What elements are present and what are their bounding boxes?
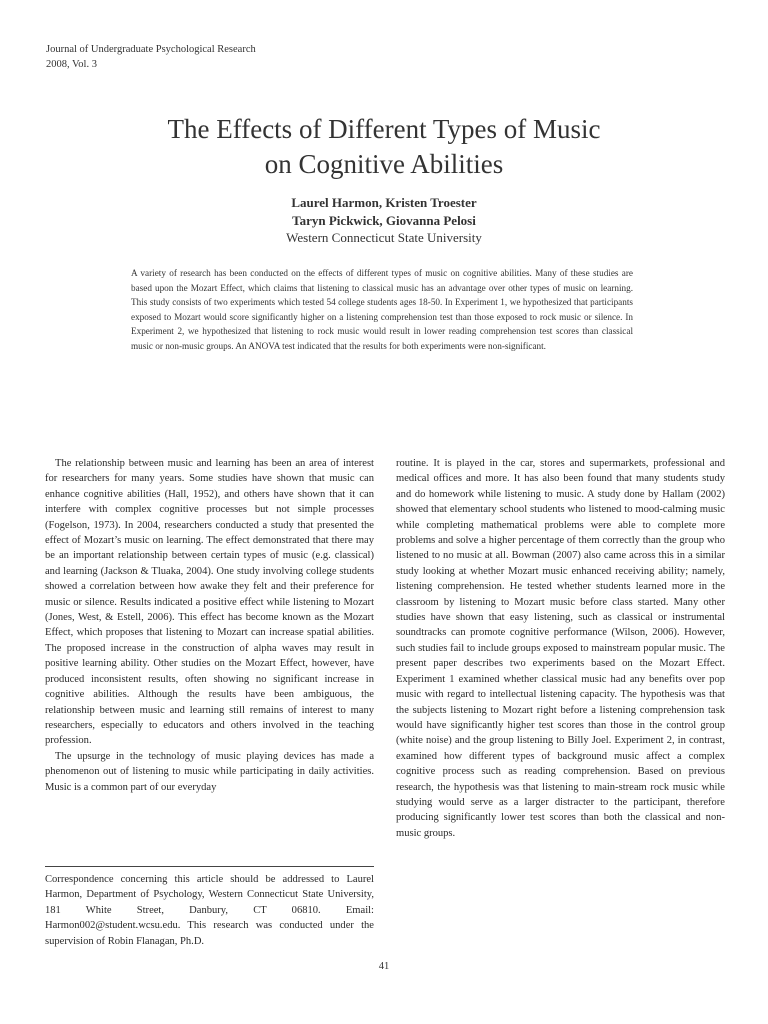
author-list xyxy=(0,194,768,230)
body-column-right xyxy=(396,456,725,841)
title-line-1: The Effects of Different Types of Music xyxy=(167,114,601,144)
body-paragraph: The upsurge in the technology of music playing devices has made a phenomenon out of listening to music while participating in daily activities. Music is a common part of our everyday xyxy=(45,750,374,793)
title-line-2: on Cognitive Abilities xyxy=(264,149,504,179)
authors-line-1: Laurel Harmon, Kristen Troester xyxy=(291,195,477,210)
body-column-left xyxy=(45,456,374,795)
footnote-divider xyxy=(45,866,374,867)
authors-line-2: Taryn Pickwick, Giovanna Pelosi xyxy=(292,213,476,228)
abstract: A variety of research has been conducted on the effects of different types of music on cognitive abilities. Many of these studies are based upon the Mozart Effect, which claims that listening to classical music has an advantage over other types of music on learning. This study consists of two experiments which tested 54 college students ages 18-50. In Experiment 1, we hypothesized that participants exposed to Mozart would score significantly higher on a listening comprehension test than those exposed to rock music or silence. In Experiment 2, we hypothesized that listening to rock music would result in lower reading comprehension test scores than classical music or non-music groups. An ANOVA test indicated that the results for both experiments were non-significant. xyxy=(131,268,633,351)
journal-volume: 2008, Vol. 3 xyxy=(46,59,97,70)
page-number: 41 xyxy=(378,961,390,972)
article-title xyxy=(0,112,768,182)
journal-name: Journal of Undergraduate Psychological Research xyxy=(46,44,256,55)
body-paragraph: The relationship between music and learning has been an area of interest for researchers for many years. Some studies have shown that music can enhance cognitive abilities (Hall, 1952), and others have shown that it can interfere with complex cognitive processes but not simple processes (Fogelson, 1973). In 2004, researchers conducted a study that presented the effect of Mozart’s music on learning. The effect demonstrated that there may be an important relationship between certain types of music (e.g. classical) and learning (Jackson & Tluaka, 2004). One study involving college students showed a correlation between how awake they felt and their preference for music or silence. Results indicated a positive effect while listening to Mozart (Jones, West, & Estell, 2006). This effect has become known as the Mozart Effect, which proposes that listening to Mozart can increase spatial abilities. The proposed increase in the construction of alpha waves may result in positive learning ability. Other studies on the Mozart Effect, however, have produced inconsistent results, often showing no significant increase in cognitive abilities. Although the results have been ambiguous, the relationship between music and learning still remains of interest to many researchers, especially to educators and others involved in the teaching profession. xyxy=(45,458,374,747)
body-paragraph: routine. It is played in the car, stores and supermarkets, professional and medical offices and more. It has also been found that many students study and do homework while listening to music. A study done by Hallam (2002) showed that elementary school students who listened to mood-calming music while completing mathematical problems were able to complete more problems and solve a higher percentage of them correctly than the group who listened to no music at all. Bowman (2007) also came across this in a similar study looking at whether Mozart music enhanced receiving ability; namely, listening comprehension. He tested whether students learned more in the classroom by listening to Mozart music before class started. Many other studies have shown that easy listening, such as classical or instrumental soundtracks can promote cognitive performance (Wilson, 2006). However, such studies fail to include groups exposed to mainstream popular music. The present paper describes two experiments based on the Mozart Effect. Experiment 1 examined whether classical music had any benefits over pop music with regard to intellectual listening capacity. The hypothesis was that the subjects listening to Mozart right before a listening comprehension task would have significantly higher test scores than those in the control group (white noise) and the group listening to Billy Joel. Experiment 2, in contrast, examined how different types of background music affect a complex cognitive process such as reading comprehension. Based on previous research, the hypothesis was that listening to main-stream rock music while studying would serve as a larger distracter to the participant, therefore producing significantly lower test scores than both the classical and non-music groups. xyxy=(396,458,725,839)
correspondence-footnote: Correspondence concerning this article should be addressed to Laurel Harmon, Department of Psychology, Western Connecticut State University, 181 White Street, Danbury, CT 06810. Email: Harmon002@student.wcsu.edu. This research was conducted under the supervision of Robin Flanagan, Ph.D. xyxy=(45,874,374,947)
journal-header xyxy=(46,42,256,72)
affiliation: Western Connecticut State University xyxy=(286,230,482,245)
